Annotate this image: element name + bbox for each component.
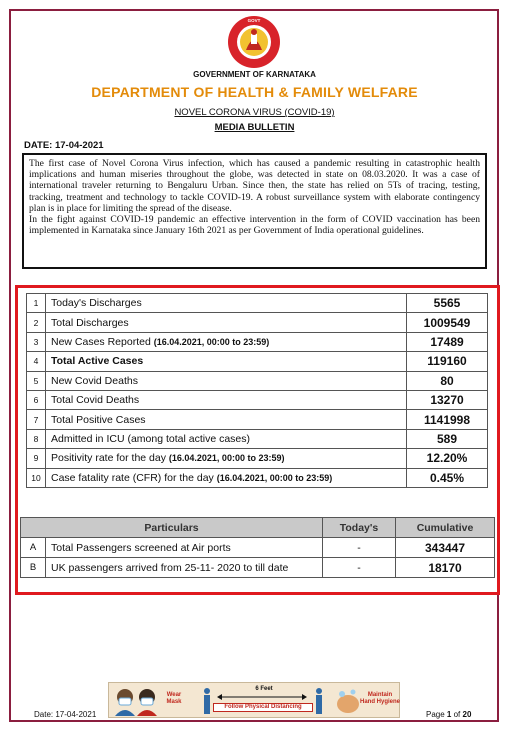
row-id: A — [21, 538, 46, 558]
karnataka-emblem-icon — [222, 14, 286, 70]
stat-value: 0.45% — [407, 468, 488, 487]
stat-number: 3 — [27, 332, 46, 351]
stats-row — [27, 352, 488, 371]
stat-label: New Covid Deaths — [46, 371, 407, 390]
stat-value: 80 — [407, 371, 488, 390]
safety-banner — [108, 682, 400, 718]
row-today: - — [323, 538, 396, 558]
stat-value: 5565 — [407, 294, 488, 313]
passengers-row — [21, 538, 495, 558]
intro-paragraph-2: In the fight against COVID-19 pandemic an effective intervention in the form of COVID vaccination has been implemented in Karnataka since January 16th 2021 as per Government of India operational guidelines. — [29, 214, 480, 237]
stat-label: New Cases Reported (16.04.2021, 00:00 to 23:59) — [46, 332, 407, 351]
passengers-header-row — [21, 518, 495, 538]
stat-period: (16.04.2021, 00:00 to 23:59) — [168, 453, 285, 464]
government-name: GOVERNMENT OF KARNATAKA — [193, 70, 316, 79]
passengers-table — [20, 517, 495, 578]
stat-number: 6 — [27, 390, 46, 409]
stat-period: (16.04.2021, 00:00 to 23:59) — [216, 472, 333, 483]
stats-table — [26, 293, 488, 488]
stats-row — [27, 390, 488, 409]
row-cumulative: 343447 — [396, 538, 495, 558]
intro-paragraph-1: The first case of Novel Corona Virus infection, which has caused a pandemic resulting in catastrophic health implications and human miseries throughout the globe, was detected in state on 08.03.2020. It was a case of international traveler returning to Bengaluru Urban. Since then, the state has relied on 5Ts of tracing, testing, tracking, treatment and technology to tackle COVID-19. A robust surveillance system with elaborate contingency plan is in place for limiting the spread of the disease. — [29, 158, 480, 214]
stats-row — [27, 468, 488, 487]
stats-row — [27, 313, 488, 332]
stat-label: Positivity rate for the day (16.04.2021, 00:00 to 23:59) — [46, 449, 407, 468]
stat-label: Admitted in ICU (among total active cases) — [46, 429, 407, 448]
stat-number: 5 — [27, 371, 46, 390]
stat-label: Total Discharges — [46, 313, 407, 332]
hand-hygiene-text: Maintain Hand Hygiene — [359, 692, 400, 705]
stat-label: Today's Discharges — [46, 294, 407, 313]
stat-label: Total Positive Cases — [46, 410, 407, 429]
intro-box — [22, 153, 487, 269]
physical-distancing-text: Follow Physical Distancing — [213, 703, 313, 712]
bulletin-date: DATE: 17-04-2021 — [24, 140, 104, 151]
passengers-row — [21, 558, 495, 578]
stats-row — [27, 410, 488, 429]
stats-row — [27, 332, 488, 351]
stat-value: 589 — [407, 429, 488, 448]
stats-row — [27, 449, 488, 468]
stats-row — [27, 429, 488, 448]
wear-mask-text: Wear Mask — [166, 692, 182, 705]
stat-value: 1009549 — [407, 313, 488, 332]
bulletin-subtitle: NOVEL CORONA VIRUS (COVID-19) — [174, 107, 335, 118]
stat-period: (16.04.2021, 00:00 to 23:59) — [153, 336, 270, 347]
row-label: UK passengers arrived from 25-11- 2020 to till date — [46, 558, 323, 578]
header-particulars: Particulars — [21, 518, 323, 538]
page-number: Page 1 of 20 — [426, 710, 472, 719]
stat-value: 13270 — [407, 390, 488, 409]
stat-number: 9 — [27, 449, 46, 468]
row-id: B — [21, 558, 46, 578]
stat-number: 10 — [27, 468, 46, 487]
row-cumulative: 18170 — [396, 558, 495, 578]
stat-value: 119160 — [407, 352, 488, 371]
footer-date: Date: 17-04-2021 — [34, 710, 97, 719]
stat-value: 17489 — [407, 332, 488, 351]
department-title: DEPARTMENT OF HEALTH & FAMILY WELFARE — [91, 84, 418, 100]
media-bulletin-heading: MEDIA BULLETIN — [214, 122, 295, 133]
stats-row — [27, 294, 488, 313]
stat-number: 8 — [27, 429, 46, 448]
header-cumulative: Cumulative — [396, 518, 495, 538]
six-feet-label: 6 Feet — [255, 686, 273, 692]
person-icon — [313, 687, 325, 715]
stat-number: 1 — [27, 294, 46, 313]
stats-row — [27, 371, 488, 390]
hand-wash-icon — [335, 686, 361, 716]
stat-number: 2 — [27, 313, 46, 332]
stat-number: 7 — [27, 410, 46, 429]
header-todays: Today's — [323, 518, 396, 538]
stat-value: 12.20% — [407, 449, 488, 468]
row-label: Total Passengers screened at Air ports — [46, 538, 323, 558]
stat-label: Total Covid Deaths — [46, 390, 407, 409]
stat-label: Case fatality rate (CFR) for the day (16.04.2021, 00:00 to 23:59) — [46, 468, 407, 487]
stat-value: 1141998 — [407, 410, 488, 429]
distance-arrow-icon — [217, 694, 307, 700]
mask-people-icon — [113, 686, 159, 716]
person-icon — [201, 687, 213, 715]
stat-number: 4 — [27, 352, 46, 371]
svg-text:GOVT: GOVT — [247, 18, 261, 23]
row-today: - — [323, 558, 396, 578]
stat-label: Total Active Cases — [46, 352, 407, 371]
